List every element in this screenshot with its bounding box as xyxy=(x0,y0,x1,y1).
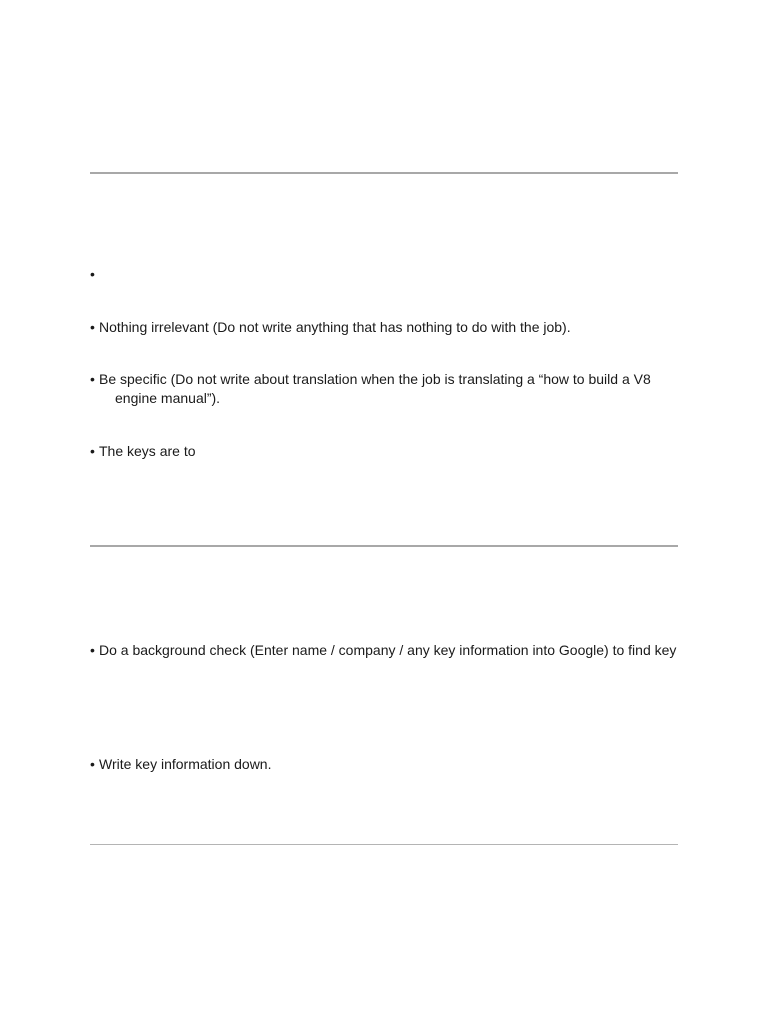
bullet-text: Write key information down. xyxy=(99,756,272,772)
bullet-marker: • xyxy=(90,371,95,387)
section-divider-2 xyxy=(90,545,678,547)
bullet-marker: • xyxy=(90,443,95,459)
section-divider-1 xyxy=(90,172,678,174)
section-divider-3 xyxy=(90,844,678,845)
bullet-text: Nothing irrelevant (Do not write anything that has nothing to do with the job). xyxy=(99,319,571,335)
bullet-item-be-specific xyxy=(90,370,680,408)
bullet-marker: • xyxy=(90,756,95,772)
bullet-text-line1: Be specific (Do not write about translation when the job is translating a “how to build a V8 xyxy=(99,371,651,387)
bullet-marker: • xyxy=(90,642,95,658)
bullet-item-write-key-info xyxy=(90,755,680,774)
bullet-text-line2: engine manual”). xyxy=(115,390,221,406)
bullet-marker: • xyxy=(90,319,95,335)
bullet-item-background-check xyxy=(90,641,680,660)
bullet-item-nothing-irrelevant xyxy=(90,318,680,337)
bullet-item-empty xyxy=(90,265,680,284)
bullet-text: Do a background check (Enter name / company / any key information into Google) to find key xyxy=(99,642,677,658)
bullet-item-keys xyxy=(90,442,680,461)
bullet-text: The keys are to xyxy=(99,443,196,459)
bullet-marker: • xyxy=(90,266,95,282)
